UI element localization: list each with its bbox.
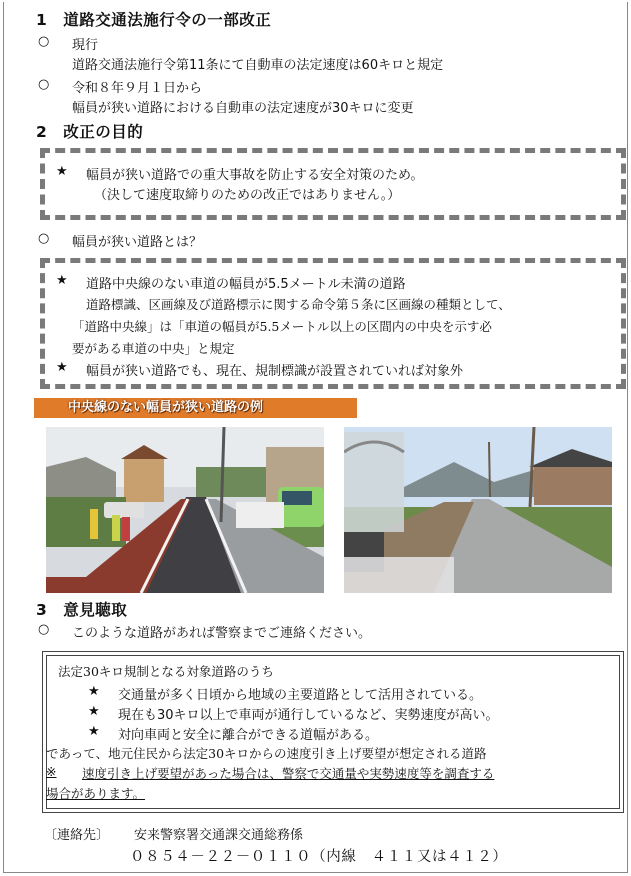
current-label: 現行 [72, 38, 99, 53]
bullet-circle: ○ [38, 77, 50, 92]
future-label: 令和８年９月１日から [72, 81, 203, 96]
road-photo-1 [46, 427, 324, 593]
bullet-circle: ○ [38, 622, 50, 637]
contact-label: 〔連絡先〕 [44, 828, 110, 843]
star-icon: ★ [88, 724, 100, 739]
bullet-circle: ○ [38, 231, 50, 246]
criteria-item3: 対向車両と安全に離合ができる道幅がある。 [118, 728, 379, 743]
question-text: 幅員が狭い道路とは？ [72, 235, 203, 250]
section2-heading: 2 改正の目的 [36, 123, 144, 141]
criteria-title: 法定30キロ規制となる対象道路のうち [58, 664, 274, 679]
purpose-line2: （決して速度取締りのための改正ではありません。） [94, 188, 401, 203]
purpose-line1: 幅員が狭い道路での重大事故を防止する安全対策のため。 [86, 168, 424, 183]
section3-heading: 3 意見聴取 [36, 601, 128, 619]
section1-heading: 1 道路交通法施行令の一部改正 [36, 11, 272, 29]
future-text: 幅員が狭い道路における自動車の法定速度が30キロに変更 [72, 101, 414, 116]
star-icon: ★ [56, 360, 68, 375]
road-photo-2 [344, 427, 612, 593]
criteria-item1: 交通量が多く日頃から地域の主要道路として活用されている。 [118, 688, 483, 703]
definition-line5: 幅員が狭い道路でも、現在、規制標識が設置されていれば対象外 [86, 364, 464, 379]
note-mark: ※ [46, 764, 57, 779]
criteria-item2: 現在も30キロ以上で車両が通行しているなど、実勢速度が高い。 [118, 708, 499, 723]
contact-phone: ０８５４－２２－０１１０（内線 ４１１又は４１２） [130, 849, 508, 865]
contact-request-text: このような道路があれば警察までご連絡ください。 [72, 626, 372, 641]
star-icon: ★ [88, 704, 100, 719]
criteria-conclusion: であって、地元住民から法定30キロからの速度引き上げ要望が想定される道路 [46, 746, 487, 761]
definition-line4: 要がある車道の中央」と規定 [72, 341, 235, 356]
star-icon: ★ [56, 273, 68, 288]
note-line1: 速度引き上げ要望があった場合は、警察で交通量や実勢速度等を調査する [82, 766, 495, 781]
definition-line1: 道路中央線のない車道の幅員が5.5メートル未満の道路 [86, 277, 406, 292]
star-icon: ★ [88, 684, 100, 699]
note-line2: 場合があります。 [46, 786, 146, 801]
star-icon: ★ [56, 164, 68, 179]
contact-org: 安来警察署交通課交通総務係 [134, 828, 304, 843]
definition-line3: 「道路中央線」は「車道の幅員が5.5メートル以上の区間内の中央を示す必 [72, 319, 492, 334]
bullet-circle: ○ [38, 34, 50, 49]
current-text: 道路交通法施行令第11条にて自動車の法定速度は60キロと規定 [72, 58, 444, 73]
definition-line2: 道路標識、区画線及び道路標示に関する命令第５条に区画線の種類として、 [86, 297, 511, 312]
example-banner: 中央線のない幅員が狭い道路の例 [34, 398, 357, 418]
